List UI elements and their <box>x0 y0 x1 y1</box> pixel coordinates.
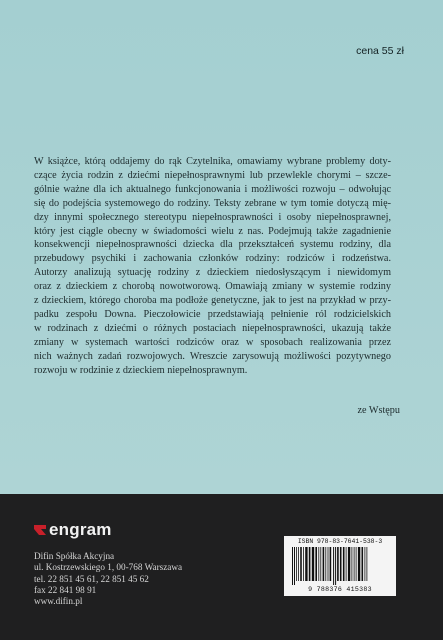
barcode-bar <box>325 547 326 581</box>
blurb-line: konsekwencji niepełnosprawności dziecka dla przekształceń systemu rodziny, dla <box>34 239 391 251</box>
publisher-logo <box>34 520 112 540</box>
blurb-line: czące życia rodzin z dziećmi niepełnosprawnymi lub przewlekle chorymi – szcze- <box>34 169 391 181</box>
barcode-bar <box>303 547 304 581</box>
barcode-icon <box>290 547 390 585</box>
attribution: ze Wstępu <box>357 405 400 416</box>
blurb-line: Autorzy analizują sytuację rodziny z dzieckiem niedosłyszącym i niewidomym <box>34 267 391 279</box>
blurb-line: który jest ciągle obecny w świadomości wielu z nas. Podejmują także zagadnienie <box>34 225 391 237</box>
blurb-line: padku zespołu Downa. Pieczołowicie przedstawiają pełnienie ról rodzicielskich <box>34 308 391 320</box>
barcode-bar <box>296 547 297 581</box>
barcode-bar <box>358 547 360 581</box>
barcode-bar <box>298 547 299 581</box>
barcode-bar <box>340 547 342 581</box>
barcode-bar <box>356 547 357 581</box>
publisher-website: www.difin.pl <box>34 596 83 607</box>
blurb-line: gólnie ważne dla ich aktualnego funkcjonowania i możliwości rozwoju – odwołując <box>34 183 391 195</box>
blurb-text <box>34 155 391 378</box>
blurb-line: z dzieckiem, którego choroba ma podłoże genetyczne, jak to jest na przykład w przy- <box>34 295 391 307</box>
blurb-line: rozwoju w rodzinie z dzieckiem niepełnosprawnym. <box>34 364 248 376</box>
barcode-bar <box>367 547 368 581</box>
barcode-bar <box>309 547 311 581</box>
barcode-bar <box>328 547 329 581</box>
barcode-bar <box>337 547 339 581</box>
barcode-panel <box>284 536 396 596</box>
publisher-address: ul. Kostrzewskiego 1, 00-768 Warszawa <box>34 562 183 573</box>
barcode-bar <box>315 547 317 581</box>
price-label: cena 55 zł <box>356 45 404 57</box>
barcode-bar <box>318 547 319 581</box>
barcode-bar <box>352 547 353 581</box>
blurb-line: W książce, którą oddajemy do rąk Czytelnika, omawiamy wybrane problemy doty- <box>34 156 391 167</box>
blurb-line: w rodzinach z dziećmi o różnych postaciach niepełnosprawności, ukazują także <box>34 322 391 334</box>
barcode-bar <box>323 547 325 581</box>
logo-wordmark: engram <box>49 520 112 539</box>
barcode-bar <box>333 547 334 585</box>
isbn-label: ISBN 978-83-7641-538-3 <box>297 538 383 545</box>
barcode-bar <box>362 547 364 581</box>
blurb-line: nich ważnych zadań rozwojowych. Wreszcie zarysowują możliwości pozytywnego <box>34 350 391 362</box>
publisher-fax: fax 22 841 98 91 <box>34 584 97 595</box>
barcode-bar <box>343 547 345 581</box>
barcode-bar <box>335 547 336 585</box>
barcode-bar <box>305 547 307 581</box>
barcode-bar <box>312 547 314 581</box>
blurb-line: przebudowy psychiki i zachowania członków rodziny: rodziców i rodzeństwa. <box>34 253 391 265</box>
barcode-number: 9 788376 415383 <box>308 586 372 593</box>
barcode-bar <box>346 547 347 581</box>
barcode-bar <box>294 547 295 585</box>
barcode-bar <box>300 547 302 581</box>
blurb-line: zmiany w systemach wartości rodziców oraz w sposobach realizowania przez <box>34 336 391 348</box>
publisher-name: Difin Spółka Akcyjna <box>34 551 115 561</box>
barcode-bar <box>365 547 366 581</box>
blurb-line: się do podejścia systemowego do rodziny. Teksty zebrane w tym tomie dotyczą mię- <box>34 197 391 209</box>
blurb-line: oraz z dzieckiem z chorobą nowotworową. Omawiają zmiany w systemie rodziny <box>34 281 391 293</box>
publisher-phone: tel. 22 851 45 61, 22 851 45 62 <box>34 573 149 584</box>
barcode-bar <box>330 547 332 581</box>
barcode-bar <box>292 547 293 585</box>
publisher-info <box>34 551 182 607</box>
barcode-bar <box>354 547 355 581</box>
barcode-bar <box>320 547 321 581</box>
blurb-line: dzy innymi społecznego stereotypu niepełnosprawności i osoby niepełnosprawnej, <box>34 211 391 223</box>
barcode-bar <box>348 547 350 581</box>
logo-mark-icon <box>34 525 46 535</box>
